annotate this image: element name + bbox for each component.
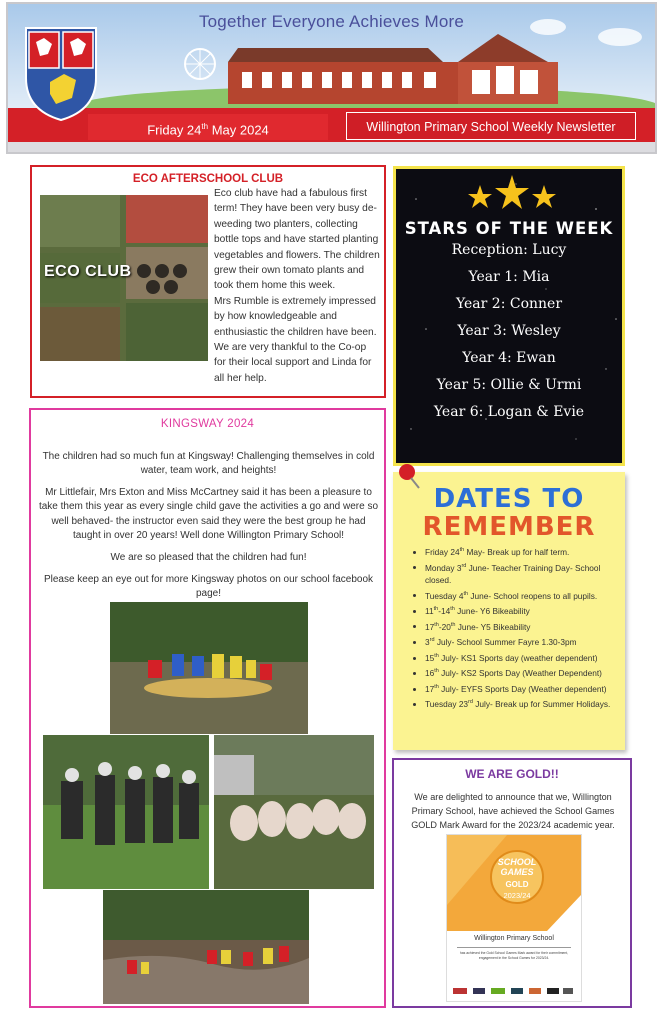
dates-list [409,544,621,712]
date-item: • 11th-14th June- Y6 Bikeability [425,603,621,617]
eco-club-title: ECO AFTERSCHOOL CLUB [132,173,284,185]
newsletter-date: Friday 24th May 2024 [88,114,328,140]
certificate-divider [457,947,571,948]
dates-title-line-1: DATES TO [433,484,585,514]
eco-club-text [214,186,380,386]
star-entry: Year 4: Ewan [462,350,556,366]
eco-club-photo-collage [40,195,208,361]
kingsway-paragraph: Mr Littlefair, Mrs Exton and Miss McCartney said it has been a pleasure to take them this year as every single child gave the activities a go and were so well behaved- the instructor even said they were the best group he had taught in over 20 years! Well done Willington Primary School! [38,487,379,542]
group-helmets-shapes [43,735,209,889]
kingsway-photo-river [103,890,309,1004]
school-crest-logo [24,26,98,122]
ferris-wheel-icon [180,44,220,84]
group-sitting-shapes [214,735,374,889]
star-entry: Year 5: Ollie & Urmi [436,377,582,393]
sponsor-logos [453,985,575,997]
stars-of-the-week-panel [393,166,625,466]
newsletter-banner [6,2,657,154]
gold-certificate [446,834,582,1002]
date-item: • Monday 3rd June- Teacher Training Day- School closed. [425,560,621,587]
kingsway-photo-group-helmets [43,735,209,889]
newsletter-title: Willington Primary School Weekly Newsletter [346,112,636,140]
certificate-school-name: Willington Primary School [474,935,554,942]
eco-paragraph-1: Eco club have had a fabulous first term! They have been very busy de- weeding two planters, collecting bottle tops and have started planting vegetables and flowers. The children grew their own tomato plants and took them home this week. [214,188,380,292]
dates-to-remember-note [393,472,625,750]
eco-club-photo-caption: ECO CLUB [44,263,132,280]
date-item: • Friday 24th May- Break up for half term. [425,544,621,558]
school-motto: Together Everyone Achieves More [198,12,465,31]
kingsway-panel [29,408,386,1008]
certificate-small-text: has achieved the Gold School Games Mark award for their commitment, engagement in the School Games for 2023/24. [459,951,569,960]
gold-title: WE ARE GOLD!! [465,767,559,781]
school-building-illustration [228,34,558,104]
certificate-year: 2023/24 [503,891,531,900]
date-item: • 16th July- KS2 Sports Day (Weather Dependent) [425,665,621,679]
dates-title-line-2: REMEMBER [422,512,596,542]
kingsway-paragraph: The children had so much fun at Kingsway! Challenging themselves in cold water, team work, and heights! [42,451,375,477]
eco-club-panel [30,165,386,398]
star-entry: Year 6: Logan & Evie [433,404,585,420]
date-item: • 17th July- EYFS Sports Day (Weather dependent) [425,681,621,695]
certificate-level: GOLD [505,880,529,889]
date-item: • Tuesday 23rd July- Break up for Summer Holidays. [425,696,621,710]
star-entry: Year 1: Mia [468,269,550,285]
kingsway-text [37,450,380,609]
kingsway-paragraph: We are so pleased that the children had fun! [110,551,307,563]
eco-paragraph-2: Mrs Rumble is extremely impressed by how knowledgeable and enthusiastic the children have been. We are very thankful to the Co-op for their local support and Linda for all her help. [214,295,377,384]
date-item: • 15th July- KS1 Sports day (weather dependent) [425,650,621,664]
gold-award-panel [392,758,632,1008]
rafting-photo-shapes [110,602,308,734]
date-item: • 17th-20th June- Y5 Bikeability [425,619,621,633]
kingsway-photo-rafting [110,602,308,734]
kingsway-paragraph: Please keep an eye out for more Kingsway photos on our school facebook page! [43,573,374,600]
star-entry: Reception: Lucy [451,242,567,258]
stars-title: STARS OF THE WEEK [404,219,614,238]
date-item: • Tuesday 4th June- School reopens to all pupils. [425,588,621,602]
kingsway-photo-group-sitting [214,735,374,889]
star-entry: Year 3: Wesley [457,323,561,339]
gold-stars-icon [462,175,562,215]
school-games-logo: SCHOOL GAMES [497,857,537,877]
star-entry: Year 2: Conner [455,296,563,312]
date-item: • 3rd July- School Summer Fayre 1.30-3pm [425,634,621,648]
gold-text: We are delighted to announce that we, Willington Primary School, have achieved the School Games GOLD Mark Award for the 2023/24 academic year. [411,792,615,830]
kingsway-title: KINGSWAY 2024 [160,418,255,430]
river-photo-shapes [103,890,309,1004]
